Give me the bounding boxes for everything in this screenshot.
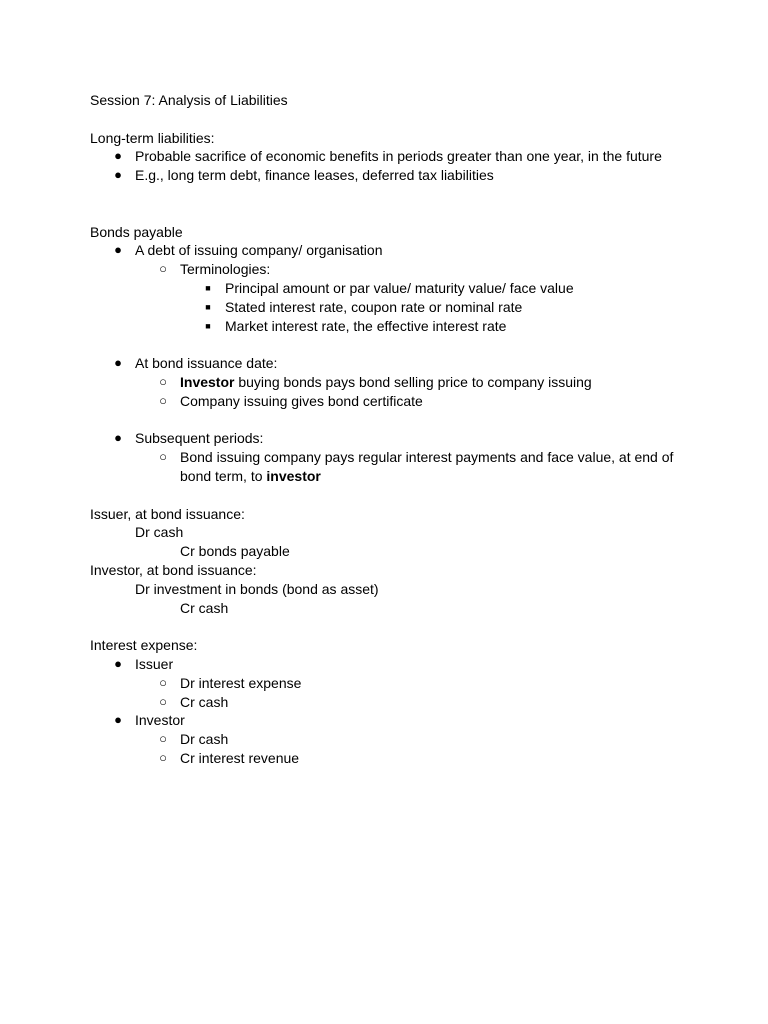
bonds-heading: Bonds payable <box>90 223 183 240</box>
list-item <box>90 166 690 185</box>
list-item-text: A debt of issuing company/ organisation <box>135 242 383 259</box>
bullet-disc-icon: ● <box>114 430 122 446</box>
bullet-disc-icon: ● <box>114 355 122 371</box>
bullet-circle-icon: ○ <box>159 674 167 690</box>
journal-credit: Cr bonds payable <box>180 543 290 560</box>
list-item <box>90 674 690 693</box>
journal-debit: Dr investment in bonds (bond as asset) <box>135 580 379 597</box>
bullet-circle-icon: ○ <box>159 449 167 465</box>
list-item <box>90 354 690 373</box>
bullet-circle-icon: ○ <box>159 373 167 389</box>
bullet-circle-icon: ○ <box>159 261 167 277</box>
bullet-disc-icon: ● <box>114 167 122 183</box>
journal-debit: Dr cash <box>135 524 184 541</box>
list-item <box>90 373 690 392</box>
list-item-text: Cr cash <box>180 693 229 710</box>
document-title: Session 7: Analysis of Liabilities <box>90 92 288 108</box>
list-item <box>90 429 690 448</box>
bullet-disc-icon: ● <box>114 655 122 671</box>
bullet-circle-icon: ○ <box>159 731 167 747</box>
list-item <box>90 279 690 298</box>
list-item <box>90 655 690 674</box>
bullet-square-icon: ■ <box>205 320 211 331</box>
list-item-text: Subsequent periods: <box>135 430 264 447</box>
list-item-text <box>180 449 673 484</box>
emphasis-investor: investor <box>266 467 321 484</box>
list-item-text: Terminologies: <box>180 261 271 278</box>
list-item <box>90 298 690 317</box>
list-item-text <box>180 374 592 390</box>
issuer-entry-heading: Issuer, at bond issuance: <box>90 505 245 522</box>
investor-entry-heading: Investor, at bond issuance: <box>90 561 257 578</box>
interest-heading: Interest expense: <box>90 637 198 654</box>
list-item-text-rest: buying bonds pays bond selling price to company issuing <box>234 373 592 390</box>
bullet-circle-icon: ○ <box>159 693 167 709</box>
list-item <box>90 693 690 712</box>
list-item-text: Principal amount or par value/ maturity value/ face value <box>225 279 574 296</box>
list-item <box>90 260 690 279</box>
bullet-circle-icon: ○ <box>159 749 167 765</box>
list-item <box>90 147 690 166</box>
bullet-circle-icon: ○ <box>159 392 167 408</box>
bullet-disc-icon: ● <box>114 712 122 728</box>
emphasis-investor: Investor <box>180 373 235 390</box>
list-item <box>90 317 690 336</box>
list-item-text-main: Bond issuing company pays regular interest payments and face value, at end of bond term, to <box>180 449 674 484</box>
bullet-square-icon: ■ <box>205 301 211 312</box>
bullet-square-icon: ■ <box>205 282 211 293</box>
list-item <box>90 392 690 411</box>
journal-credit: Cr cash <box>180 599 229 616</box>
list-item-text: Company issuing gives bond certificate <box>180 392 423 409</box>
list-item-text: At bond issuance date: <box>135 355 278 372</box>
list-item-text: Investor <box>135 712 185 729</box>
list-item <box>90 749 690 768</box>
document-page <box>90 91 690 768</box>
list-item-text: E.g., long term debt, finance leases, deferred tax liabilities <box>135 167 494 184</box>
list-item-text: Dr cash <box>180 731 229 748</box>
list-item-text: Market interest rate, the effective interest rate <box>225 317 507 334</box>
bullet-disc-icon: ● <box>114 242 122 258</box>
list-item-text: Issuer <box>135 655 174 672</box>
list-item <box>90 730 690 749</box>
list-item-text: Cr interest revenue <box>180 749 300 766</box>
bullet-disc-icon: ● <box>114 148 122 164</box>
long-term-heading: Long-term liabilities: <box>90 129 215 146</box>
list-item <box>90 241 690 260</box>
list-item <box>90 448 675 486</box>
list-item-text: Stated interest rate, coupon rate or nominal rate <box>225 298 523 315</box>
list-item <box>90 711 690 730</box>
list-item-text: Probable sacrifice of economic benefits in periods greater than one year, in the future <box>135 148 662 165</box>
list-item-text: Dr interest expense <box>180 674 302 691</box>
